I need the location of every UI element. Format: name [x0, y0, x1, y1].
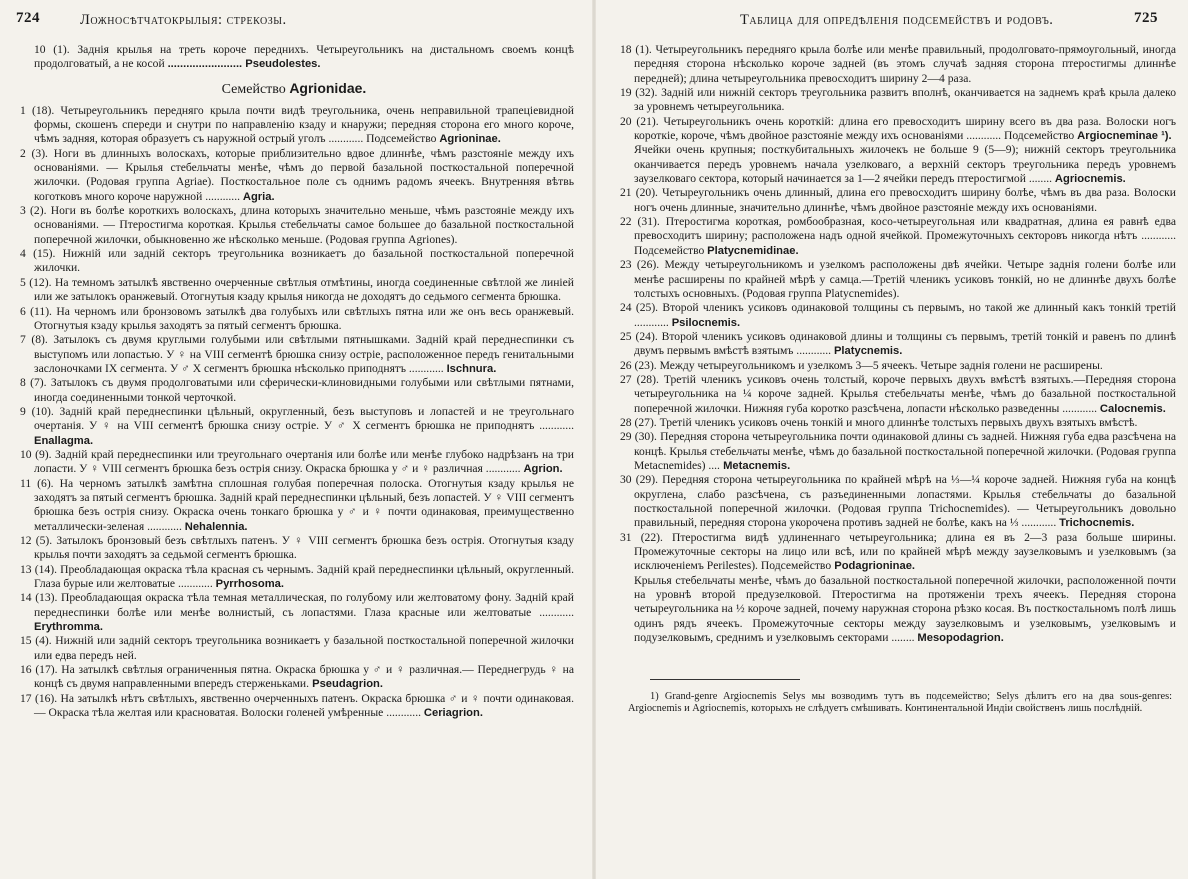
- key-entry: [610, 43, 1176, 86]
- entry-text: 5 (12). На темномъ затылкѣ явственно очерченные свѣтлыя отмѣтины, иногда соединенные свѣтлой же линіей или же затылокъ оранжевый. Отогнутыя кзаду крылья никогда не доходятъ до седьмого сегмента брюшка.: [20, 275, 574, 304]
- dot-leader: ........: [1025, 172, 1055, 186]
- genus-name: Pyrrhosoma.: [215, 578, 285, 591]
- entry-text: 20 (21). Четыреугольникъ очень короткій: длина его превосходитъ ширину всего въ два раза. Волоски ногъ короткіе, короче, чѣмъ двойное разстояніе между ихъ основаніями: [620, 114, 1176, 143]
- key-entry: [10, 591, 578, 634]
- genus-name: Nehalennia.: [184, 520, 248, 533]
- key-entries-left: [10, 104, 578, 721]
- genus-name: Trichocnemis.: [1059, 517, 1135, 530]
- right-page-header: [610, 10, 1176, 34]
- entry-tail: Подсемейство: [366, 132, 440, 146]
- dot-leader: ............: [325, 132, 367, 146]
- entry-text: 29 (30). Передняя сторона четыреугольника почти одинаковой длины съ задней. Нижняя губа едва разсѣчена на концѣ. Крылья стебельчаты менѣе, чѣмъ до базальной посткостальной поперечной жилочки. (Родовая группа Metacnemides) ....: [620, 430, 1176, 472]
- dot-leader: ............: [1059, 401, 1100, 415]
- entry-text: 8 (7). Затылокъ съ двумя продолговатыми или сферически-клиновидными голубыми или свѣтлыми пятнами, иногда соединенными тонкой черточкой.: [20, 376, 574, 404]
- entry-tail: Подсемейство: [634, 243, 708, 257]
- key-entry: [10, 247, 578, 276]
- key-entry: [10, 204, 578, 247]
- entry-text: 23 (26). Между четыреугольникомъ и узелкомъ расположены двѣ ячейки. Четыре заднія голени болѣе или менѣе расширены по крайней мѣрѣ у самца.—Третій членикъ усиковъ тонкій, но не длиннѣе двухъ болѣе толстыхъ основныхъ. (Родовая группа Platycnemides).: [620, 258, 1176, 300]
- entry-text: 27 (28). Третій членикъ усиковъ очень толстый, короче первыхъ двухъ вмѣстѣ взятыхъ.—Передняя сторона четыреугольника на ¼ короче задней. Крылья стебельчаты менѣе, чѣмъ до базальной посткостальной поперечной жилочки. Нижняя губа коротко разсѣчена, лопасти нѣсколько разведенны: [620, 372, 1176, 415]
- entry-text: 16 (17). На затылкѣ свѣтлыя ограниченныя пятна. Окраска брюшка у ♂ и ♀ различная.— Переднегрудь ♀ на концѣ съ двумя направленными впередъ стерженьками.: [20, 663, 574, 691]
- entry-text: 1 (18). Четыреугольникъ передняго крыла почти видѣ треугольника, очень неправильной трапецiевидной формы, скошенъ спереди и снутри по направленію кзаду и кнаружи; передняя сторона его много короче, чѣмъ задняя, которая образуетъ съ наружной острый уголъ: [20, 103, 574, 146]
- genus-name: Metacnemis.: [719, 459, 791, 472]
- dot-leader: ........: [888, 631, 918, 645]
- entry-text: 13 (14). Преобладающая окраска тѣла красная съ чернымъ. Задній край переднеспинки цѣльный, округленный. Глаза бурые или желтоватые: [20, 562, 574, 591]
- entry-text: 15 (4). Нижній или задній секторъ треугольника возникаетъ у базальной посткостальной поперечной жилочки или едва передъ ней.: [20, 634, 574, 662]
- key-entry: [610, 86, 1176, 115]
- genus-name: Erythromma.: [34, 621, 104, 634]
- key-entry: [10, 534, 578, 563]
- key-entry: [10, 333, 578, 376]
- key-entry: [10, 305, 578, 334]
- key-entry-intro: 10 (1). Заднія крылья на треть короче переднихъ. Четыреугольникъ на дистальномъ своемъ концѣ продолговатый, а не косой ........................ Pseudolestes.: [34, 43, 574, 71]
- entry-text: 11 (6). На черномъ затылкѣ замѣтна сплошная голубая поперечная полоска. Отогнутыя кзаду крылья не заходятъ за пятый сегментъ брюшка. Задній край переднеспинки цѣльный, безъ лопастей. У ♀ VIII сегментъ брюшка безъ острія снизу. Окраска очень тонкаго брюшка у ♂ и ♀ почти одинаковая, преимущественно металлически-зеленая: [20, 476, 574, 533]
- dot-leader: ............: [383, 706, 424, 720]
- key-entry: [10, 276, 578, 305]
- left-page-header: [10, 10, 578, 34]
- dot-leader: ............: [406, 361, 447, 375]
- running-title: Ложносѣтчатокрылыя: стрекозы.: [80, 12, 287, 28]
- dot-leader: ............: [144, 519, 185, 533]
- key-entry: [10, 104, 578, 147]
- key-entry: [10, 448, 578, 477]
- running-title: Таблица для опредѣленія подсемействъ и родовъ.: [740, 12, 1054, 28]
- genus-name: Enallagma.: [34, 434, 94, 447]
- key-entry: [610, 115, 1176, 144]
- entry-text: 28 (27). Третій членикъ усиковъ очень тонкій и много длиннѣе толстыхъ первыхъ двухъ взятыхъ вмѣстѣ.: [620, 415, 1138, 429]
- dot-leader: ............: [793, 344, 834, 358]
- footnote-rule: [650, 679, 800, 680]
- entry-text: 6 (11). На черномъ или бронзовомъ затылкѣ два голубыхъ или свѣтлыхъ пятна или же онъ весь оранжевый. Отогнутыя кзаду крылья заходятъ за пятый сегментъ брюшка.: [20, 304, 574, 332]
- key-entry: [610, 186, 1176, 215]
- entry-tail: Подсемейство: [1003, 129, 1078, 143]
- genus-name: ........................ Pseudolestes.: [167, 58, 321, 71]
- entry-text: 26 (23). Между четыреугольникомъ и узелкомъ 3—5 ячеекъ. Четыре заднія голени не расширены.: [620, 358, 1103, 372]
- entry-text: 31 (22). Птеростигма видѣ удлиненнаго четыреугольника; длина ея въ 2—3 раза больше ширины. Промежуточные секторы на лицо или всѣ, или по крайней мѣрѣ между заузелковымъ и узелковымъ (за исключеніемъ Perilestes). Подсемейство: [620, 530, 1176, 573]
- dot-leader: ............: [634, 315, 672, 329]
- dot-leader: ............: [1137, 229, 1176, 243]
- key-entry: [610, 258, 1176, 301]
- key-entry: [10, 376, 578, 405]
- entry-text: Крылья стебельчаты менѣе, чѣмъ до базальной посткостальной поперечной жилочки, расположенной почти на уровнѣ второй предузелковой. Птеростигма на протяженіи трехъ ячеекъ. Передняя сторона четыреугольника на ½ короче задней, почему наружная сторона рѣзко косая. Въ посткостальномъ полѣ лишь одинъ рядъ ячеекъ. Промежуточные секторы между заузелковымъ и узелковымъ, узелковымъ и подузелковымъ, среднимъ и узелковымъ секторами: [634, 573, 1176, 645]
- genus-name: Ceriagrion.: [423, 707, 483, 720]
- entry-text: 10 (9). Задній край переднеспинки или треугольнаго очертанія или болѣе или менѣе глубоко надрѣзанъ на три лопасти. У ♀ VIII сегментъ брюшка безъ острія снизу. Окраска брюшка у ♂ и ♀ различная: [20, 447, 574, 476]
- genus-name: Ischnura.: [446, 362, 497, 375]
- entry-text: 7 (8). Затылокъ съ двумя круглыми голубыми или свѣтлыми пятнышками. Задній край переднеспинки съ выступомъ или лопастью. У ♀ на VIII сегментѣ брюшка снизу остріе, расположенное передъ генитальными заслоночками IX сегмента. У ♂ X сегментъ брюшка нѣсколько приподнятъ: [20, 333, 574, 375]
- genus-name: Argiocneminae ¹).: [1077, 130, 1172, 143]
- dot-leader: ............: [175, 577, 216, 591]
- key-entry: [610, 330, 1176, 359]
- dot-leader: ............: [202, 189, 243, 203]
- key-entry: [610, 473, 1176, 530]
- genus-name: Pseudagrion.: [309, 678, 383, 691]
- dot-leader: ............: [1018, 516, 1060, 530]
- key-entry: [610, 359, 1176, 373]
- page-number: 724: [16, 10, 40, 26]
- key-entry-continuation: [610, 143, 1176, 186]
- dot-leader: ............: [531, 605, 574, 619]
- entry-text: 2 (3). Ноги въ длинныхъ волоскахъ, которые приблизительно вдвое длиннѣе, чѣмъ разстояніе между ихъ основаніями. — Крылья стебельчаты менѣе, чѣмъ до первой базальной посткостальной поперечной жилочки. (Родовая группа Agriae). Посткостальное поле съ однимъ радомъ ячеекъ. Внутренняя вѣтвь коготковъ много короче наружной: [20, 146, 574, 203]
- genus-name: Podagrioninae.: [831, 560, 916, 573]
- entry-text: 21 (20). Четыреугольникъ очень длинный, длина его превосходитъ ширину болѣе, чѣмъ въ два раза. Волоски ногъ очень длинные, значительно длиннѣе, чѣмъ двойное разстояніе между ихъ основаніями.: [620, 186, 1176, 214]
- entry-text: Ячейки очень крупныя; посткубитальныхъ жилочекъ не больше 9 (5—9); нижній секторъ треугольника оканчивается передъ уровнемъ начала узелковаго, а верхній секторъ треугольника передъ уровнемъ заузелковаго сектора, который начинается за 1—2 ячейки передъ птеростигмой: [634, 143, 1176, 186]
- key-entry: [10, 663, 578, 692]
- entry-text: 14 (13). Преобладающая окраска тѣла темная металлическая, по голубому или желтоватому фону. Задній край переднеспинки болѣе или менѣе волнистый, съ лопастями. Глаза красные или желтоватые: [20, 591, 574, 619]
- key-entry: [10, 634, 578, 663]
- key-entry: [610, 416, 1176, 430]
- footnote: 1) Grand-genre Argiocnemis Selys мы возводимъ тутъ въ подсемейство; Selys дѣлитъ его на два sous-genres: Argiocnemis и Agriocnemis, которыхъ не слѣдуетъ смѣшивать. Континентальной Индіи свойственъ лишь послѣдній.: [628, 690, 1172, 715]
- entry-text: 22 (31). Птеростигма короткая, ромбообразная, косо-четыреугольная или квадратная, длина ея равнѣ едва превосходитъ ширину; расположена надъ одной ячейкой. Промежуточныхъ секторовъ никогда нѣтъ: [620, 215, 1176, 243]
- key-entry: [610, 301, 1176, 330]
- key-entry: [610, 373, 1176, 416]
- entry-text: 4 (15). Нижній или задній секторъ треугольника возникаетъ до базальной посткостальной поперечной жилочки.: [20, 247, 574, 275]
- key-entry: [10, 477, 578, 534]
- key-entry: [10, 147, 578, 204]
- entry-text: 18 (1). Четыреугольникъ передняго крыла болѣе или менѣе правильный, продолговато-прямоугольный, иногда передняя сторона нѣсколько короче задней (въ этомъ случаѣ задняя сторона птеростигмы длиннѣе передней); длина четыреугольника превосходитъ ширину 2—4 раза.: [620, 43, 1176, 85]
- dot-leader: ............: [534, 419, 574, 433]
- genus-name: Platycnemis.: [833, 345, 903, 358]
- family-heading: Семейство Agrionidae.: [221, 79, 367, 97]
- genus-name: Calocnemis.: [1099, 402, 1166, 415]
- entry-text: 17 (16). На затылкѣ нѣтъ свѣтлыхъ, явственно очерченныхъ патенъ. Окраска брюшка ♂ и ♀ почти одинаковая. — Окраска тѣла желтая или красноватая. Волоски голеней умѣренные: [20, 691, 574, 720]
- key-entry: [610, 215, 1176, 258]
- entry-text: 3 (2). Ноги въ болѣе короткихъ волоскахъ, длина которыхъ значительно меньше, чѣмъ разстояніе между ихъ основаніями. — Птеростигма короткая. Крылья стебельчаты самое большее до базальной посткостальной поперечной жилочки, обыкновенно же нѣсколько меньше. (Родовая группа Agriones).: [20, 204, 574, 246]
- genus-name: Agria.: [242, 190, 275, 203]
- page-number: 725: [1134, 10, 1158, 26]
- entry-text: 30 (29). Передняя сторона четыреугольника по крайней мѣрѣ на ⅓—¼ короче задней. Нижняя губа на концѣ округлена, слабо разсѣчена, съ разъединенными лопастями. Крылья стебельчаты до базальной посткостальной поперечной жилочки. (Родовая группа Trichocnemides). — Четыреугольникъ довольно правильный, передняя сторона укорочена противъ задней не болѣе, какъ на ⅓: [620, 473, 1176, 530]
- genus-name: Agrioninae.: [439, 133, 501, 146]
- dot-leader: ............: [482, 462, 524, 476]
- right-page: [594, 0, 1188, 879]
- genus-name: Agrion.: [523, 463, 563, 476]
- entry-text: 9 (10). Задній край переднеспинки цѣльный, округленный, безъ выступовъ и лопастей и не треугольнаго очертанія. У ♀ на VIII сегментѣ брюшка снизу остріе. У ♂ X сегментъ брюшка не приподнятъ: [20, 404, 574, 433]
- entry-text: 24 (25). Второй членикъ усиковъ одинаковой толщины съ первымъ, но такой же длинный какъ тонкій третій: [620, 301, 1176, 315]
- dot-leader: ............: [963, 129, 1004, 143]
- genus-name: Platycnemidinae.: [707, 244, 799, 257]
- genus-name: Agriocnemis.: [1054, 173, 1126, 186]
- entry-text: 12 (5). Затылокъ бронзовый безъ свѣтлыхъ патенъ. У ♀ VIII сегментъ брюшка безъ острія. Отогнутыя кзаду крылья почти заходятъ за седьмой сегментъ брюшка.: [20, 534, 574, 562]
- key-entry: [10, 692, 578, 721]
- entry-text: 25 (24). Второй членикъ усиковъ одинаковой длины и толщины съ первымъ, третій тонкій и равенъ по длинѣ двумъ первымъ вмѣстѣ взятымъ: [620, 329, 1176, 358]
- key-entry-continuation: [610, 574, 1176, 646]
- key-entries-right: [610, 43, 1176, 645]
- key-entry: [610, 531, 1176, 574]
- key-entry: [610, 430, 1176, 473]
- genus-name: Mesopodagrion.: [917, 632, 1004, 645]
- entry-text: 19 (32). Задній или нижній секторъ треугольника развитъ вполнѣ, оканчивается на заднемъ краѣ крыла далеко за уровнемъ четыреугольника.: [620, 86, 1176, 114]
- key-entry: [10, 405, 578, 448]
- genus-name: Psilocnemis.: [671, 316, 741, 329]
- key-entry: [10, 563, 578, 592]
